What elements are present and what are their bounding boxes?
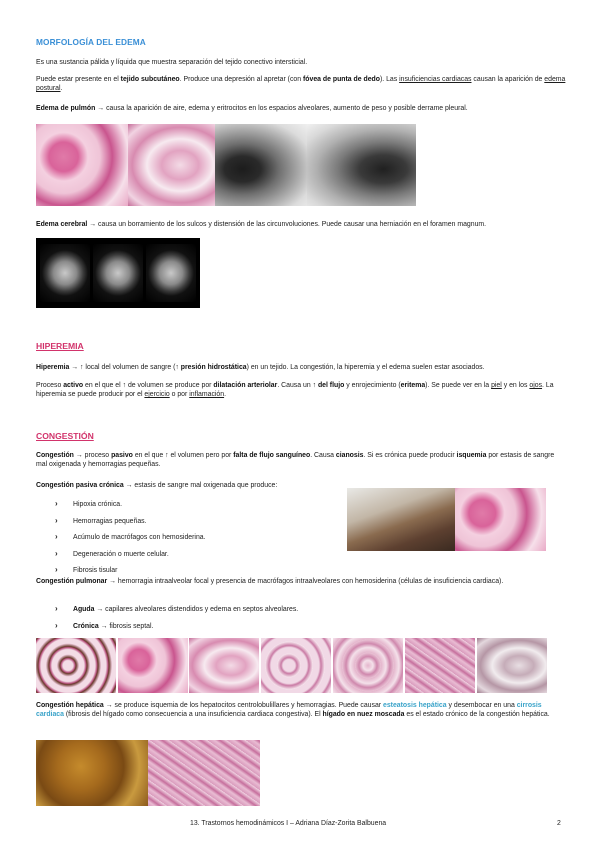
paragraph-edema-description: Es una sustancia pálida y líquida que muestra separación del tejido conectivo intersticial. bbox=[36, 59, 308, 66]
underlined-text: ejercicio bbox=[144, 391, 170, 399]
histology-image-lung-2 bbox=[118, 638, 188, 693]
bold-text: Congestión bbox=[36, 452, 74, 459]
text: . bbox=[224, 391, 227, 399]
histology-image-lung-1 bbox=[36, 638, 116, 693]
bold-text: Congestión pasiva crónica bbox=[36, 482, 124, 489]
section-heading-congestion: CONGESTIÓN bbox=[36, 431, 94, 441]
bold-text: Edema de pulmón bbox=[36, 105, 96, 112]
footer-text: 13. Trastornos hemodinámicos I – Adriana Díaz-Zorita Balbuena bbox=[190, 820, 387, 827]
text: Proceso bbox=[36, 382, 64, 389]
histology-image-lung-edema-2 bbox=[128, 124, 215, 206]
bold-text: tejido subcutáneo bbox=[120, 76, 180, 83]
underlined-text: ojos bbox=[529, 382, 543, 389]
bold-text: isquemia bbox=[456, 452, 487, 459]
text: → se produce isquemia de los hepatocitos centrolobulillares y hemorragias. Puede causar bbox=[103, 702, 384, 709]
bold-text: presión hidrostática bbox=[180, 364, 247, 371]
list-item: › Fibrosis tisular bbox=[55, 566, 335, 575]
photo-nutmeg-liver bbox=[36, 740, 148, 806]
xray-image-chest-2 bbox=[307, 124, 416, 206]
text: en el que el ↑ de volumen se produce por bbox=[83, 382, 214, 389]
text: . Produce una depresión al apretar (con bbox=[179, 76, 303, 83]
histology-image-lung-7 bbox=[477, 638, 547, 693]
histology-image-congestion bbox=[455, 488, 546, 551]
bold-text: Hiperemia bbox=[36, 364, 70, 371]
histology-image-lung-6 bbox=[405, 638, 475, 693]
histology-image-lung-edema-1 bbox=[36, 124, 128, 206]
bold-text: Crónica bbox=[73, 622, 99, 630]
ct-image-strip bbox=[36, 238, 200, 308]
text: → causa la aparición de aire, edema y eritrocitos en los espacios alveolares, aumento de peso y posible derrame pleural. bbox=[95, 105, 468, 112]
ct-scan-brain-3 bbox=[146, 244, 196, 302]
section-heading-morfologia: MORFOLOGÍA DEL EDEMA bbox=[36, 37, 146, 47]
link-cirrosis[interactable]: cirrosis cardiaca bbox=[36, 702, 542, 719]
ct-scan-brain-1 bbox=[40, 244, 90, 302]
text: causan la aparición de bbox=[471, 76, 545, 83]
bold-text: Congestión pulmonar bbox=[36, 578, 108, 585]
list-item-aguda bbox=[55, 605, 535, 614]
text: es el estado crónico de la congestión hepática. bbox=[404, 711, 550, 719]
text: en el que ↑ el volumen pero por bbox=[132, 452, 234, 459]
text: → capilares alveolares distendidos y edema en septos alveolares. bbox=[94, 606, 299, 613]
text: → proceso bbox=[73, 452, 112, 459]
text: → causa un borramiento de los sulcos y distensión de las circunvoluciones. Puede causar una herniación en el foramen magnum. bbox=[87, 221, 487, 228]
underlined-text: insuficiencias cardiacas bbox=[399, 76, 472, 83]
list-item: › Hemorragias pequeñas. bbox=[55, 517, 335, 526]
underlined-text: inflamación bbox=[189, 391, 225, 399]
text: . La hiperemia se puede producir por el bbox=[36, 382, 554, 399]
xray-image-chest-1 bbox=[215, 124, 307, 206]
text: ). Se puede ver en la bbox=[425, 382, 492, 389]
text: → ↑ local del volumen de sangre (↑ bbox=[69, 364, 181, 371]
bold-text: pasivo bbox=[111, 452, 133, 459]
underlined-text: edema postural bbox=[36, 76, 566, 93]
paragraph-congestion-definition bbox=[36, 451, 566, 470]
histology-image-lung-5 bbox=[333, 638, 403, 693]
bold-text: activo bbox=[63, 382, 84, 389]
paragraph-congestion-pulmonar bbox=[36, 577, 566, 586]
paragraph-hiperemia-active bbox=[36, 381, 566, 400]
text: Puede estar presente en el bbox=[36, 76, 121, 83]
text: . Causa bbox=[310, 452, 336, 459]
text: . bbox=[60, 85, 63, 93]
list-item: › Acúmulo de macrófagos con hemosiderina. bbox=[55, 533, 335, 542]
bold-text: dilatación arteriolar bbox=[213, 382, 278, 389]
histology-image-lung-3 bbox=[189, 638, 259, 693]
paragraph-congestion-hepatica bbox=[36, 701, 566, 720]
text: . Si es crónica puede producir bbox=[363, 452, 457, 459]
bold-text: hígado en nuez moscada bbox=[322, 711, 405, 719]
bold-text: fóvea de punta de dedo bbox=[302, 76, 380, 83]
link-esteatosis[interactable]: esteatosis hepática bbox=[383, 702, 447, 709]
text: ). Las bbox=[379, 76, 400, 83]
paragraph-edema-pulmon bbox=[36, 104, 566, 113]
text: y enrojecimiento ( bbox=[344, 382, 401, 389]
list-congestion-effects bbox=[55, 500, 335, 583]
text: (fibrosis del hígado como consecuencia a una insuficiencia cardiaca congestiva). El bbox=[63, 711, 323, 719]
text: y desembocar en una bbox=[446, 702, 517, 709]
bold-text: Aguda bbox=[73, 606, 95, 613]
text: y en los bbox=[501, 382, 530, 389]
text: → estasis de sangre mal oxigenada que produce: bbox=[123, 482, 278, 489]
text: → fibrosis septal. bbox=[98, 622, 154, 630]
histology-image-lung-4 bbox=[261, 638, 331, 693]
list-pulmonary-congestion bbox=[55, 605, 535, 638]
bold-text: eritema bbox=[400, 382, 426, 389]
page-number: 2 bbox=[557, 820, 561, 827]
text: . Causa un bbox=[277, 382, 313, 389]
photo-leg-venous-congestion bbox=[347, 488, 455, 551]
text: por estasis de sangre mal oxigenada y hemorragias pequeñas. bbox=[36, 452, 555, 469]
list-item-cronica bbox=[55, 622, 535, 631]
bold-text: falta de flujo sanguíneo bbox=[233, 452, 311, 459]
list-item: › Degeneración o muerte celular. bbox=[55, 550, 335, 559]
ct-scan-brain-2 bbox=[93, 244, 143, 302]
bold-text: ↑ del flujo bbox=[312, 382, 345, 389]
paragraph-edema-cerebral bbox=[36, 220, 566, 229]
list-item: › Hipoxia crónica. bbox=[55, 500, 335, 509]
text: ) en un tejido. La congestión, la hiperemia y el edema suelen estar asociados. bbox=[246, 364, 485, 371]
text: → hemorragia intraalveolar focal y presencia de macrófagos intraalveolares con hemosiderina (células de insuficiencia cardiaca). bbox=[107, 578, 504, 585]
underlined-text: piel bbox=[491, 382, 502, 389]
histology-image-liver bbox=[148, 740, 260, 806]
paragraph-subcutaneo bbox=[36, 75, 566, 94]
bold-text: Congestión hepática bbox=[36, 702, 104, 709]
section-heading-hiperemia: HIPEREMIA bbox=[36, 341, 84, 351]
paragraph-hiperemia-definition bbox=[36, 363, 566, 372]
bold-text: Edema cerebral bbox=[36, 221, 88, 228]
text: o por bbox=[169, 391, 190, 399]
bold-text: cianosis bbox=[335, 452, 364, 459]
